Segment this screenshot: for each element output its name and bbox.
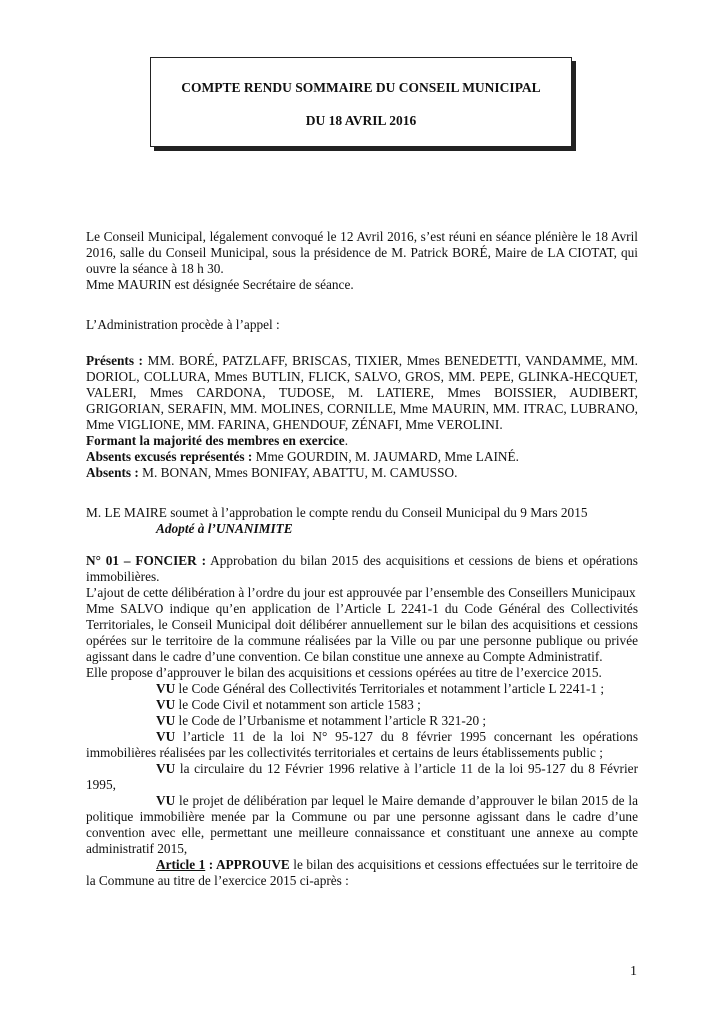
vu-label: VU bbox=[156, 761, 176, 776]
article-separator: : bbox=[205, 857, 216, 872]
excused-label: Absents excusés représentés : bbox=[86, 449, 253, 464]
document-date: DU 18 AVRIL 2016 bbox=[305, 113, 417, 128]
vu-label: VU bbox=[156, 793, 176, 808]
item-paragraph-3: Elle propose d’approuver le bilan des acquisitions et cessions opérées au titre de l’exercice 2015. bbox=[86, 665, 602, 680]
intro-paragraph: Le Conseil Municipal, légalement convoqué le 12 Avril 2016, s’est réuni en séance plénière le 18 Avril 2016, salle du Conseil Municipal, sous la présidence de M. Patrick BORÉ, Maire de LA CIOTAT, qui ouvre la séance à 18 h 30. bbox=[86, 229, 638, 276]
approval-result-wrap bbox=[86, 521, 638, 537]
approval-line: M. LE MAIRE soumet à l’approbation le compte rendu du Conseil Municipal du 9 Mars 2015 bbox=[86, 505, 588, 520]
document-title: COMPTE RENDU SOMMAIRE DU CONSEIL MUNICIPAL bbox=[181, 80, 541, 95]
article-1 bbox=[86, 857, 638, 889]
title-box bbox=[150, 57, 572, 147]
vu-label: VU bbox=[156, 681, 176, 696]
vu-text: le Code de l’Urbanisme et notamment l’article R 321-20 ; bbox=[175, 713, 487, 728]
present-list: MM. BORÉ, PATZLAFF, BRISCAS, TIXIER, Mmes BENEDETTI, VANDAMME, MM. DORIOL, COLLURA, Mmes BUTLIN, FLICK, SALVO, GROS, MM. PEPE, GLINKA-HECQUET, VALERI, Mmes CARDONA, TUDOSE, M. LATIERE, Mmes BOISSIER, AUDIBERT, GRIGORIAN, SERAFIN, MM. MOLINES, CORNILLE, Mme MAURIN, MM. ITRAC, LUBRANO, Mme VIGLIONE, MM. FARINA, GHENDOUF, ZÉNAFI, Mme VEROLINI. bbox=[86, 353, 638, 432]
vu-label: VU bbox=[156, 697, 176, 712]
page-number: 1 bbox=[630, 964, 637, 979]
vu-1 bbox=[86, 681, 638, 697]
vu-3 bbox=[86, 713, 638, 729]
vu-label: VU bbox=[156, 729, 176, 744]
present-label: Présents : bbox=[86, 353, 143, 368]
document-body bbox=[86, 229, 638, 889]
appel-line: L’Administration procède à l’appel : bbox=[86, 317, 280, 332]
vu-text: le projet de délibération par lequel le Maire demande d’approuver le bilan 2015 de la politique immobilière menée par la Commune ou par une personne agissant dans le cadre d’une convention avec elle, permettant une meilleure connaissance et constituant une annexe au compte administratif 2015, bbox=[86, 793, 638, 856]
item-paragraph-1: L’ajout de cette délibération à l’ordre du jour est approuvée par l’ensemble des Conseillers Municipaux bbox=[86, 585, 636, 600]
present-paragraph bbox=[86, 353, 638, 433]
vu-label: VU bbox=[156, 713, 176, 728]
majority-line bbox=[86, 433, 638, 449]
vu-5 bbox=[86, 761, 638, 793]
item-title: Approbation du bilan 2015 des acquisitions et cessions de biens et opérations immobilières. bbox=[86, 553, 638, 584]
vu-4 bbox=[86, 729, 638, 761]
majority-end: . bbox=[344, 433, 349, 448]
item-heading bbox=[86, 553, 638, 585]
approuve-word: APPROUVE bbox=[215, 857, 290, 872]
absent-line bbox=[86, 465, 638, 481]
excused-list: Mme GOURDIN, M. JAUMARD, Mme LAINÉ. bbox=[252, 449, 519, 464]
majority-text: Formant la majorité des membres en exercice bbox=[86, 433, 345, 448]
approval-result: Adopté à l’UNANIMITE bbox=[156, 521, 293, 536]
article-text: le bilan des acquisitions et cessions effectuées sur le territoire de la Commune au titre de l’exercice 2015 ci-après : bbox=[86, 857, 639, 888]
vu-text: la circulaire du 12 Février 1996 relative à l’article 11 de la loi 95-127 du 8 Février 1995, bbox=[86, 761, 638, 792]
vu-text: l’article 11 de la loi N° 95-127 du 8 février 1995 concernant les opérations immobilières réalisées par les collectivités territoriales et certains de leurs établissements public ; bbox=[86, 729, 638, 760]
vu-text: le Code Général des Collectivités Territoriales et notamment l’article L 2241-1 ; bbox=[175, 681, 605, 696]
vu-text: le Code Civil et notamment son article 1583 ; bbox=[175, 697, 421, 712]
excused-line bbox=[86, 449, 638, 465]
item-paragraph-2: Mme SALVO indique qu’en application de l’Article L 2241-1 du Code Général des Collectivités Territoriales, le Conseil Municipal doit délibérer annuellement sur le bilan des acquisitions et cessions opérées sur le territoire de la commune réalisées par la Ville ou par une personne publique ou privée agissant dans le cadre d’une convention. Ce bilan constitue une annexe au Compte Administratif. bbox=[86, 601, 638, 664]
absent-list: M. BONAN, Mmes BONIFAY, ABATTU, M. CAMUSSO. bbox=[138, 465, 458, 480]
item-label: N° 01 – FONCIER : bbox=[86, 553, 207, 568]
secretary-line: Mme MAURIN est désignée Secrétaire de séance. bbox=[86, 277, 354, 292]
absent-label: Absents : bbox=[86, 465, 139, 480]
vu-6 bbox=[86, 793, 638, 857]
vu-2 bbox=[86, 697, 638, 713]
article-label: Article 1 bbox=[156, 857, 206, 872]
